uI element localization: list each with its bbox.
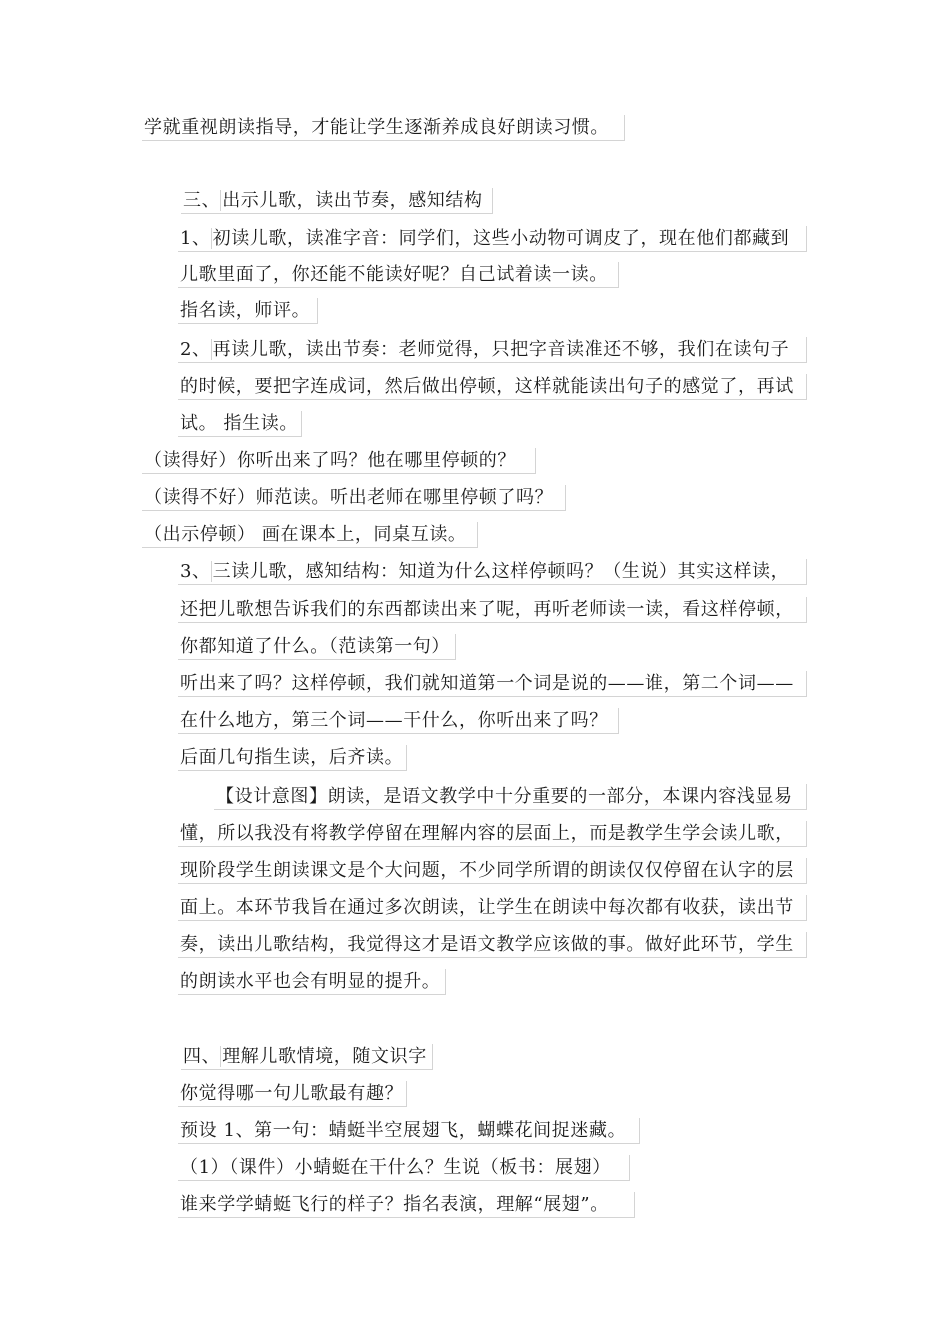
design-intent-line <box>178 932 807 958</box>
design-intent-line <box>214 784 807 810</box>
text-line <box>178 1155 630 1181</box>
text-line-content: 还把儿歌想告诉我们的东西都读出来了呢，再听老师读一读，看这样停顿， <box>180 599 794 620</box>
section-title: 理解儿歌情境，随文识字 <box>222 1046 427 1067</box>
text-line-content: 你都知道了什么。（范读第一句） <box>180 636 450 657</box>
text-line-content: 的时候，要把字连成词，然后做出停顿，这样就能读出句子的感觉了，再试 <box>180 376 794 397</box>
text-line <box>178 337 807 363</box>
text-line <box>178 634 456 660</box>
text-line-content: 再读儿歌，读出节奏：老师觉得，只把字音读准还不够，我们在读句子 <box>212 339 790 360</box>
item-number: 2、 <box>180 339 211 360</box>
section-number: 三、 <box>183 190 221 211</box>
text-line-content: 三读儿歌，感知结构：知道为什么这样停顿吗？（生说）其实这样读， <box>212 561 790 582</box>
text-line <box>178 298 318 324</box>
text-line <box>178 1192 635 1218</box>
section-heading <box>181 1044 433 1070</box>
text-line <box>142 115 625 141</box>
text-line-content: 你觉得哪一句儿歌最有趣？ <box>180 1083 404 1104</box>
text-line <box>142 448 536 474</box>
design-intent-line <box>178 858 807 884</box>
section-title: 出示儿歌，读出节奏，感知结构 <box>222 190 483 211</box>
design-intent-line <box>178 895 807 921</box>
text-line-content: 学就重视朗读指导，才能让学生逐渐养成良好朗读习惯。 <box>144 117 609 138</box>
text-line-content: （读得好）你听出来了吗？他在哪里停顿的？ <box>144 450 516 471</box>
text-line-content: （出示停顿） 画在课本上，同桌互读。 <box>144 524 467 545</box>
text-line <box>178 374 807 400</box>
text-line-content: 懂，所以我没有将教学停留在理解内容的层面上，而是教学生学会读儿歌， <box>180 823 794 844</box>
text-line <box>178 1081 407 1107</box>
text-line <box>178 1118 640 1144</box>
text-line-content: 的朗读水平也会有明显的提升。 <box>180 971 441 992</box>
text-line <box>178 411 302 437</box>
text-line-content: 预设 1、第一句：蜻蜓半空展翅飞，蝴蝶花间捉迷藏。 <box>180 1120 627 1141</box>
text-line-content: 谁来学学蜻蜓飞行的样子？指名表演，理解“展翅”。 <box>180 1194 609 1215</box>
section-number: 四、 <box>183 1046 221 1067</box>
text-line-content: 初读儿歌，读准字音：同学们，这些小动物可调皮了，现在他们都藏到 <box>212 228 790 249</box>
text-line <box>178 745 407 771</box>
text-line <box>178 708 619 734</box>
text-line-content: 奏，读出儿歌结构，我觉得这才是语文教学应该做的事。做好此环节，学生 <box>180 934 794 955</box>
text-line <box>142 522 478 548</box>
text-line-content: 现阶段学生朗读课文是个大问题，不少同学所谓的朗读仅仅停留在认字的层 <box>180 860 794 881</box>
text-line-content: 【设计意图】朗读，是语文教学中十分重要的一部分，本课内容浅显易 <box>216 786 793 807</box>
text-line-content: 面上。本环节我旨在通过多次朗读，让学生在朗读中每次都有收获，读出节 <box>180 897 794 918</box>
text-line-content: （1）（课件）小蜻蜓在干什么？生说（板书：展翅） <box>180 1157 611 1178</box>
text-line-content: 试。 指生读。 <box>180 413 298 434</box>
text-line-content: 儿歌里面了，你还能不能读好呢？自己试着读一读。 <box>180 264 608 285</box>
section-heading <box>181 188 493 214</box>
text-line <box>142 485 566 511</box>
text-line <box>178 671 807 697</box>
text-line <box>178 226 807 252</box>
text-line-content: 指名读，师评。 <box>180 300 311 321</box>
design-intent-line <box>178 969 446 995</box>
text-line-content: （读得不好）师范读。听出老师在哪里停顿了吗？ <box>144 487 554 508</box>
text-line <box>178 597 807 623</box>
design-intent-line <box>178 821 807 847</box>
text-line-content: 听出来了吗？这样停顿，我们就知道第一个词是说的——谁，第二个词—— <box>180 673 794 694</box>
text-line <box>178 262 619 288</box>
text-line-content: 在什么地方，第三个词——干什么，你听出来了吗？ <box>180 710 608 731</box>
text-line-content: 后面几句指生读，后齐读。 <box>180 747 404 768</box>
item-number: 3、 <box>180 561 211 582</box>
text-line <box>178 559 807 585</box>
item-number: 1、 <box>180 228 211 249</box>
